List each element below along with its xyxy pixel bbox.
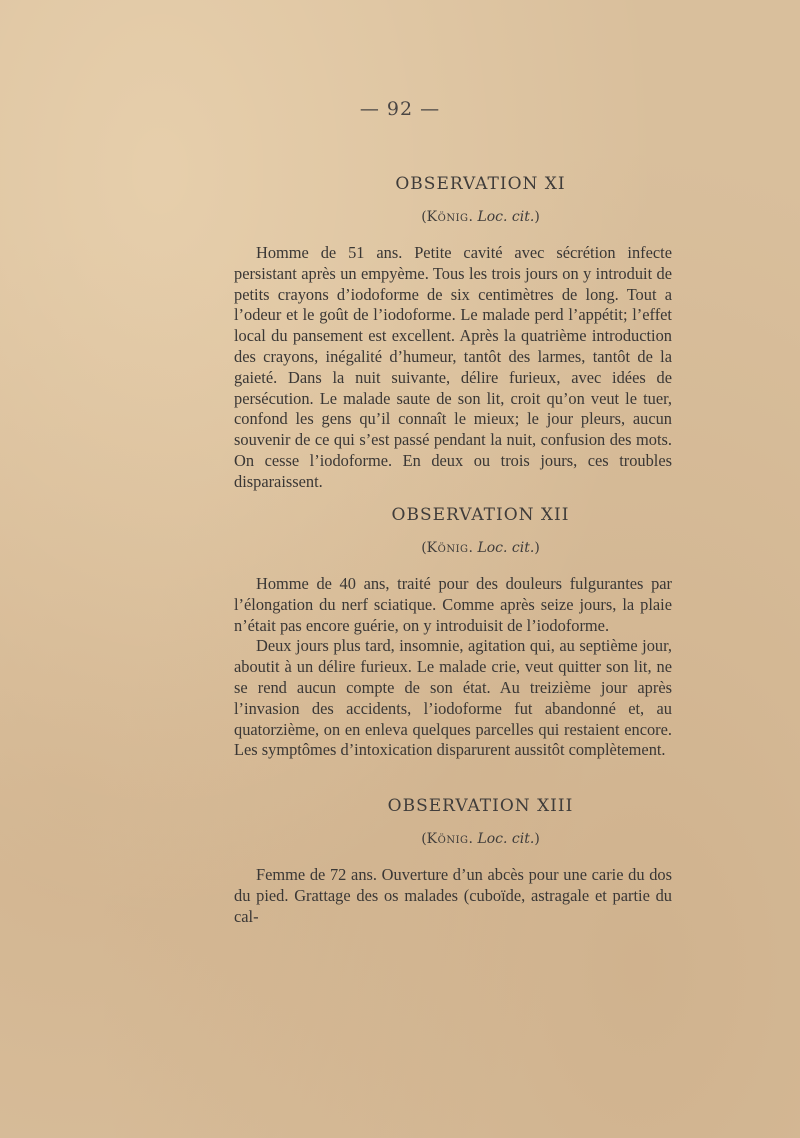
ref-author: König bbox=[426, 209, 469, 225]
ref-close: ) bbox=[534, 831, 540, 847]
ref-open: ( bbox=[421, 209, 427, 225]
ref-location: Loc. cit. bbox=[477, 540, 535, 556]
ref-separator: . bbox=[468, 540, 478, 556]
observation-section bbox=[234, 796, 672, 927]
ref-location: Loc. cit. bbox=[477, 831, 535, 847]
ref-close: ) bbox=[534, 540, 540, 556]
observation-paragraph bbox=[234, 636, 672, 761]
ref-author: König bbox=[426, 540, 469, 556]
page-number: — 92 — bbox=[359, 98, 441, 120]
ref-open: ( bbox=[421, 831, 427, 847]
ref-close: ) bbox=[534, 209, 540, 225]
ref-separator: . bbox=[468, 209, 478, 225]
ref-author: König bbox=[426, 831, 469, 847]
paragraph-text: Homme de 51 ans. Petite cavité avec sécrétion infecte persistant après un empyème. Tous les trois jours on y introduit de petits crayons d’iodoforme de six centimètres de long. Tout a l’odeur et le goût de l’iodoforme. Le malade perd l’appétit; l’effet local du pansement est excellent. Après la quatrième introduction des crayons, inégalité d’humeur, tantôt des larmes, tantôt de la gaieté. Dans la nuit suivante, délire furieux, avec idées de persécution. Le malade saute de son lit, croit qu’on veut le tuer, confond les gens qu’il connaît le mieux; le jour pleurs, aucun souvenir de ce qui s’est passé pendant la nuit, confusion des mots. On cesse l’iodoforme. En deux ou trois jours, ces troubles disparaissent. bbox=[234, 243, 672, 491]
observation-reference bbox=[289, 831, 672, 847]
ref-location: Loc. cit. bbox=[477, 209, 535, 225]
paragraph-text: Deux jours plus tard, insomnie, agitation qui, au septième jour, aboutit à un délire furieux. Le malade crie, veut quitter son lit, ne se rend aucun compte de son état. Au treizième jour après l’invasion des accidents, l’iodoforme fut abandonné et, au quatorzième, on en enleva quelques parcelles qui restaient encore. Les symptômes d’intoxication disparurent aussitôt complètement. bbox=[234, 636, 672, 760]
observation-title: OBSERVATION XIII bbox=[387, 796, 574, 816]
ref-separator: . bbox=[468, 831, 478, 847]
paragraph-text: Femme de 72 ans. Ouverture d’un abcès pour une carie du dos du pied. Grattage des os malades (cuboïde, astragale et partie du cal- bbox=[234, 865, 672, 926]
observation-section bbox=[234, 174, 672, 493]
observation-title: OBSERVATION XI bbox=[395, 174, 566, 194]
observation-paragraph bbox=[234, 574, 672, 636]
ref-open: ( bbox=[421, 540, 427, 556]
observation-paragraph bbox=[234, 865, 672, 927]
observation-title: OBSERVATION XII bbox=[391, 505, 570, 525]
observation-section bbox=[234, 505, 672, 761]
observation-reference bbox=[289, 540, 672, 556]
paragraph-text: Homme de 40 ans, traité pour des douleurs fulgurantes par l’élongation du nerf sciatique. Comme après seize jours, la plaie n’était pas encore guérie, on y introduisit de l’iodoforme. bbox=[234, 574, 672, 635]
observation-paragraph bbox=[234, 243, 672, 493]
observation-reference bbox=[289, 209, 672, 225]
